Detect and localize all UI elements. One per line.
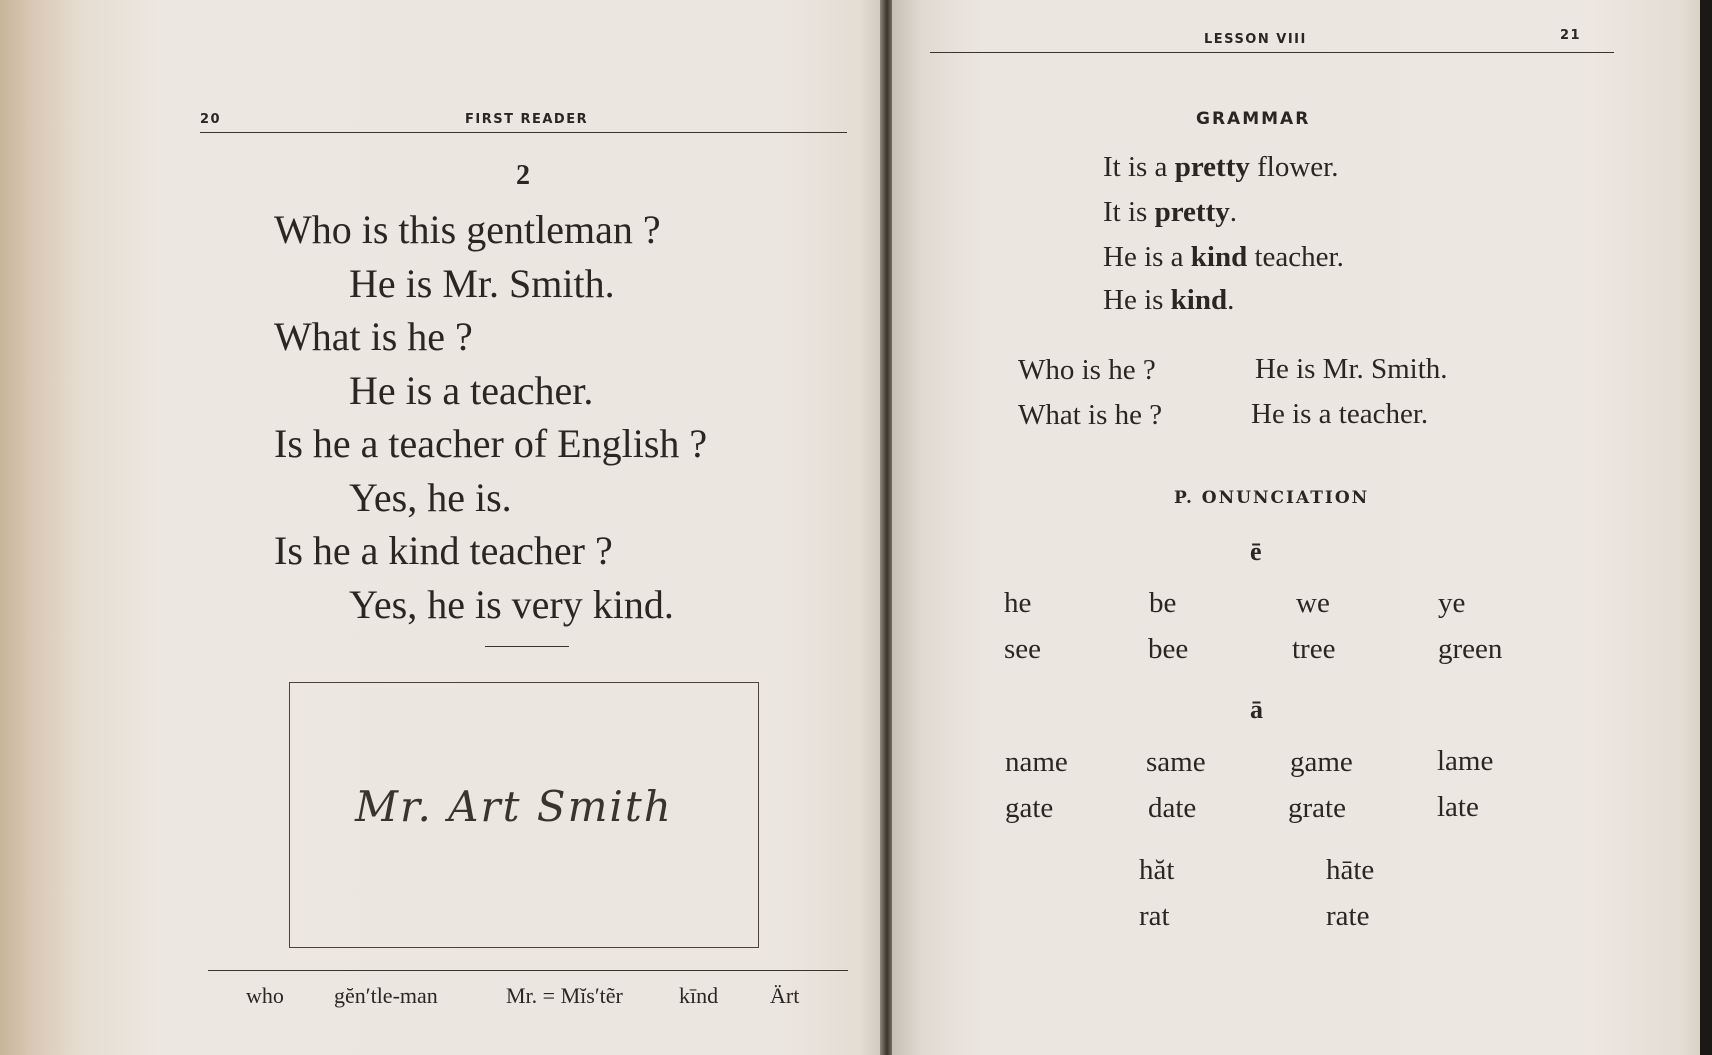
vocab-word: gĕn′tle-man	[334, 983, 438, 1008]
a-word: name	[1005, 746, 1068, 778]
header-rule-left	[200, 132, 847, 133]
dialogue-line: Who is this gentleman ?	[274, 207, 661, 252]
e-word: he	[1004, 587, 1032, 619]
grammar-heading: GRAMMAR	[1196, 109, 1311, 129]
vocab-word: Mr. = Mĭs′tẽr	[506, 983, 623, 1008]
grammar-emphasis: kind	[1190, 241, 1248, 273]
a-word: lame	[1437, 745, 1494, 777]
qa-question: What is he ?	[1018, 399, 1163, 431]
a-word: game	[1290, 746, 1353, 778]
e-word: ye	[1438, 587, 1466, 619]
footer-rule-left	[208, 970, 848, 971]
grammar-line: It is a pretty flower.	[1103, 151, 1339, 183]
book-edge	[1700, 0, 1712, 1055]
qa-question: Who is he ?	[1018, 354, 1156, 386]
e-word: bee	[1148, 633, 1189, 665]
pronunciation-heading: P. ONUNCIATION	[1174, 488, 1370, 508]
vocab-word: Ärt	[770, 983, 800, 1008]
e-word: tree	[1292, 633, 1336, 665]
vowel-a-marker: ā	[1250, 695, 1263, 724]
grammar-emphasis: pretty	[1154, 196, 1230, 228]
lesson-number: 2	[516, 160, 530, 191]
pair-word: hăt	[1139, 854, 1175, 886]
pair-word: rate	[1326, 900, 1370, 932]
a-word: gate	[1005, 792, 1054, 824]
running-title-left: FIRST READER	[465, 112, 589, 127]
qa-answer: He is a teacher.	[1251, 398, 1429, 430]
vocab-word: who	[246, 983, 284, 1008]
dialogue-line: Yes, he is.	[349, 475, 512, 520]
a-word: grate	[1288, 792, 1346, 824]
section-divider	[485, 646, 569, 647]
grammar-line: He is a kind teacher.	[1103, 241, 1344, 273]
dialogue-line: He is a teacher.	[349, 368, 594, 413]
vowel-e-marker: ē	[1250, 537, 1262, 566]
dialogue-line: Is he a kind teacher ?	[274, 528, 613, 573]
e-word: we	[1296, 587, 1330, 619]
a-word: late	[1437, 791, 1479, 823]
grammar-line: He is kind.	[1103, 284, 1235, 316]
page-number-left: 20	[200, 112, 222, 127]
pair-word: hāte	[1326, 854, 1375, 886]
dialogue-line: What is he ?	[274, 314, 473, 359]
e-word: be	[1149, 587, 1177, 619]
grammar-line: It is pretty.	[1103, 196, 1237, 228]
dialogue-line: Yes, he is very kind.	[349, 582, 674, 627]
dialogue-line: He is Mr. Smith.	[349, 261, 615, 306]
grammar-emphasis: pretty	[1174, 151, 1250, 183]
a-word: date	[1148, 792, 1197, 824]
e-word: green	[1438, 633, 1503, 665]
running-title-right: LESSON VIII	[1204, 32, 1307, 47]
grammar-emphasis: kind	[1170, 284, 1228, 316]
qa-answer: He is Mr. Smith.	[1255, 353, 1448, 385]
page-number-right: 21	[1560, 28, 1582, 43]
e-word: see	[1004, 633, 1042, 665]
pair-word: rat	[1139, 900, 1170, 932]
dialogue-line: Is he a teacher of English ?	[274, 421, 708, 466]
vocab-word: kīnd	[679, 983, 719, 1008]
right-page	[892, 0, 1704, 1055]
card-signature: Mr. Art Smith	[355, 782, 673, 831]
a-word: same	[1146, 746, 1206, 778]
header-rule-right	[930, 52, 1614, 53]
